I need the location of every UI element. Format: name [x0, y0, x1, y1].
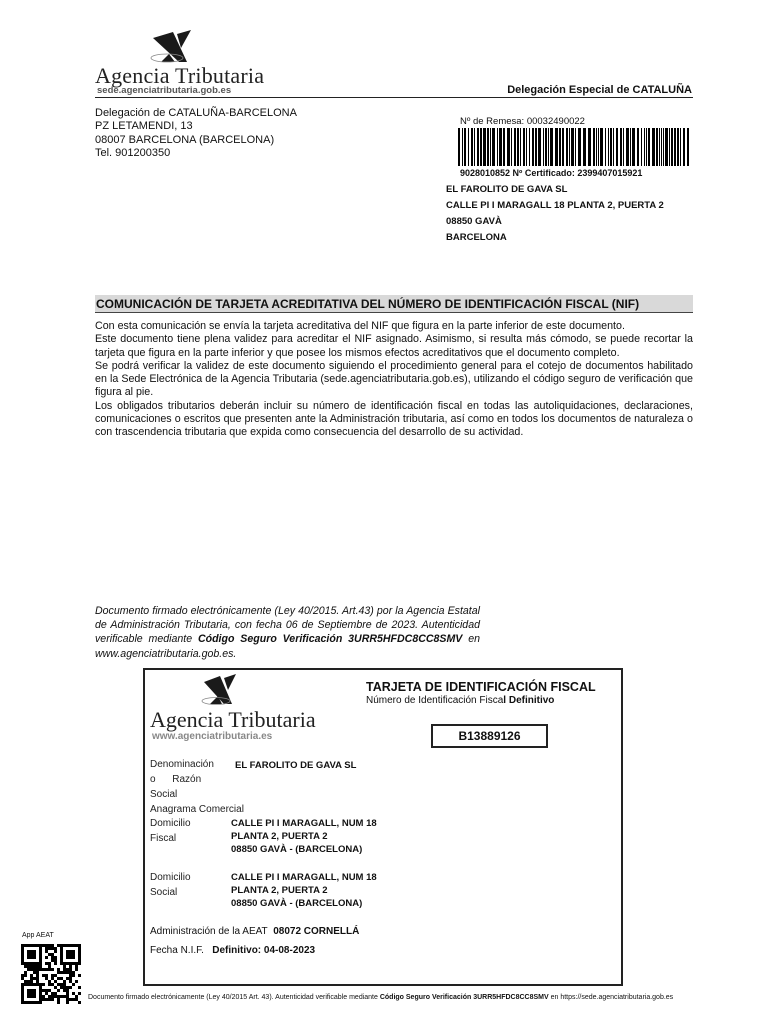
fecha-label: Fecha N.I.F.: [150, 945, 204, 956]
csv-label: Código Seguro Verificación: [197, 633, 343, 646]
administracion-label: Administración de la AEAT: [150, 926, 268, 937]
administracion-row: [150, 926, 359, 937]
recipient-line: 08850 GAVÀ: [446, 216, 502, 227]
paragraph: Se podrá verificar la validez de este documento siguiendo el procedimiento general para el cotejo de documentos habilitado en la Sede Electrónica de la Agencia Tributaria (sede.agenciatributaria.gob.es), utilizando el código seguro de verificación que figura al pie.: [95, 359, 693, 399]
paragraph: Con esta comunicación se envía la tarjeta acreditativa del NIF que figura en la parte inferior de este documento.: [95, 320, 625, 332]
anagrama-label: Anagrama Comercial: [150, 804, 244, 815]
denominacion-value: EL FAROLITO DE GAVA SL: [235, 760, 357, 771]
card-title: TARJETA DE IDENTIFICACIÓN FISCAL: [366, 680, 596, 694]
signature-note: [95, 604, 480, 661]
signature-url: en www.agenciatributaria.gob.es.: [95, 633, 480, 660]
remesa-number: Nº de Remesa: 00032490022: [460, 116, 585, 127]
body-text: [95, 320, 693, 440]
sender-line: Tel. 901200350: [95, 147, 171, 160]
card-logo-url: www.agenciatributaria.es: [152, 731, 273, 742]
signature-text: Documento firmado electrónicamente (Ley 40/2015. Art.43) por la Agencia Estatal de Administración Tributaria, con fecha 06 de Septiembre de 2023. Autenticidad verificable mediante: [95, 605, 480, 646]
sender-line: Delegación de CATALUÑA-BARCELONA: [95, 107, 297, 119]
header-logo-name: Agencia Tributaria: [95, 63, 265, 88]
document-title: COMUNICACIÓN DE TARJETA ACREDITATIVA DEL NÚMERO DE IDENTIFICACIÓN FISCAL (NIF): [95, 295, 693, 313]
card-subtitle-plain: Número de Identificación Fisca: [366, 695, 504, 706]
recipient-line: BARCELONA: [446, 232, 507, 243]
denominacion-label: Denominación o Razón Social: [150, 759, 214, 800]
paragraph: Este documento tiene plena validez para acreditar el NIF asignado. Asimismo, si resulta más cómodo, se puede recortar la tarjeta que figura en la parte inferior y que posee los mismos efectos acreditativos que el documento completo.: [95, 333, 693, 359]
header-logo-url: sede.agenciatributaria.gob.es: [97, 85, 232, 96]
card-subtitle: [366, 695, 554, 706]
delegation-title: Delegación Especial de CATALUÑA: [507, 84, 692, 96]
domicilio-fiscal-label: Domicilio Fiscal: [150, 818, 191, 844]
domicilio-fiscal-value: CALLE PI I MARAGALL, NUM 18 PLANTA 2, PUERTA 2 08850 GAVÀ - (BARCELONA): [231, 818, 377, 855]
administracion-value: 08072 CORNELLÁ: [273, 926, 360, 937]
footer-text: Documento firmado electrónicamente (Ley 40/2015 Art. 43). Autenticidad verificable mediante Código Seguro Verificación 3URR5HFDC8CC8SMV en https://sede.agenciatributaria.gob.es: [88, 994, 674, 1001]
sender-line: PZ LETAMENDI, 13: [95, 120, 193, 133]
recipient-address: [446, 182, 664, 246]
csv-code: 3URR5HFDC8CC8SMV: [348, 633, 463, 646]
fecha-value: Definitivo: 04-08-2023: [212, 945, 316, 956]
domicilio-social-label: Domicilio Social: [150, 872, 191, 898]
paragraph: Los obligados tributarios deberán incluir su número de identificación fiscal en todas las autoliquidaciones, declaraciones, comunicaciones o escritos que presenten ante la Administración tributaria, así como en todos los documentos de naturaleza o con trascendencia tributaria que expida como consecuencia del desarrollo de su actividad.: [95, 399, 693, 439]
card-logo-icon: [196, 674, 252, 710]
card-subtitle-bold: l Definitivo: [503, 695, 555, 706]
recipient-line: CALLE PI I MARAGALL 18 PLANTA 2, PUERTA 2: [446, 200, 664, 211]
barcode-icon: [458, 128, 690, 166]
card-logo-name: Agencia Tributaria: [150, 707, 316, 732]
app-aeat-label: App AEAT: [22, 932, 54, 939]
sender-address: [95, 107, 297, 161]
domicilio-social-value: CALLE PI I MARAGALL, NUM 18 PLANTA 2, PUERTA 2 08850 GAVÀ - (BARCELONA): [231, 872, 377, 909]
certificado-number: 9028010852 Nº Certificado: 2399407015921: [460, 168, 643, 178]
recipient-line: EL FAROLITO DE GAVA SL: [446, 184, 568, 195]
header-divider: [95, 97, 693, 98]
fecha-row: [150, 945, 315, 956]
qr-code-icon: [21, 944, 81, 1004]
sender-line: 08007 BARCELONA (BARCELONA): [95, 133, 275, 146]
nif-value: B13889126: [431, 724, 548, 748]
footer-csv: Código Seguro Verificación 3URR5HFDC8CC8SMV: [379, 994, 549, 1001]
